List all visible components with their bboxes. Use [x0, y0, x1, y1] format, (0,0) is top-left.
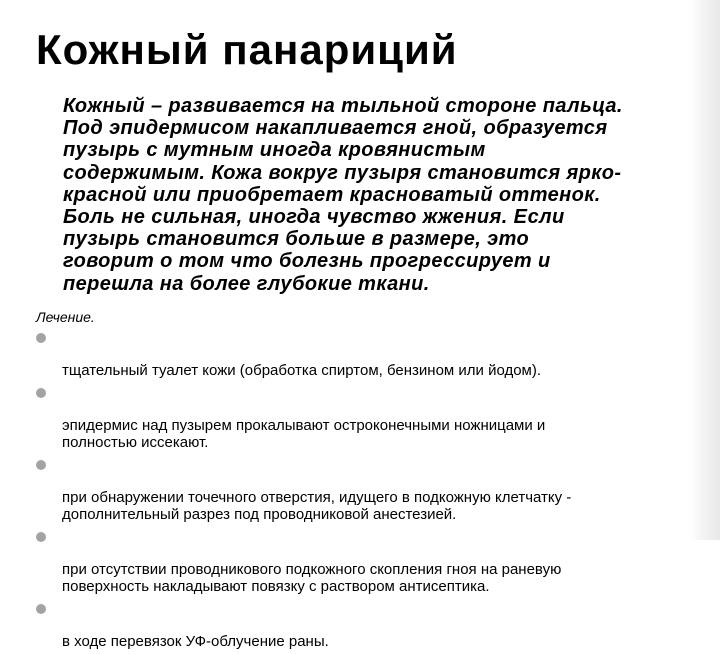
bullet-dot-icon — [36, 333, 46, 343]
treatment-list-item — [36, 328, 676, 379]
treatment-list-item — [36, 599, 676, 650]
treatment-item-text: эпидермис над пузырем прокалывают остроконечными ножницами и полностью иссекают. — [62, 417, 546, 451]
description-paragraph: Кожный – развивается на тыльной стороне пальца. Под эпидермисом накапливается гной, образуется пузырь с мутным иногда кровянистым содержимым. Кожа вокруг пузыря становится ярко- красной или приобретает красноватый оттенок. Боль не сильная, иногда чувство жжения. Если пузырь становится больше в размере, это говорит о том что болезнь прогрессирует и перешла на более глубокие ткани. — [63, 95, 623, 295]
slide-title: Кожный панариций — [36, 26, 458, 73]
treatment-list-item — [36, 455, 676, 523]
treatment-item-text: при обнаружении точечного отверстия, идущего в подкожную клетчатку - дополнительный разрез под проводниковой анестезией. — [62, 489, 572, 523]
bullet-dot-icon — [36, 460, 46, 470]
bullet-dot-icon — [36, 388, 46, 398]
treatment-item-text: тщательный туалет кожи (обработка спиртом, бензином или йодом). — [62, 362, 542, 379]
bullet-dot-icon — [36, 532, 46, 542]
bullet-dot-icon — [36, 604, 46, 614]
treatment-item-text: в ходе перевязок УФ-облучение раны. — [62, 633, 329, 650]
treatment-heading: Лечение. — [36, 309, 95, 325]
treatment-list — [36, 328, 676, 654]
treatment-item-text: при отсутствии проводникового подкожного скопления гноя на раневую поверхность накладывают повязку с раствором антисептика. — [62, 561, 562, 595]
treatment-list-item — [36, 527, 676, 595]
treatment-list-item — [36, 383, 676, 451]
